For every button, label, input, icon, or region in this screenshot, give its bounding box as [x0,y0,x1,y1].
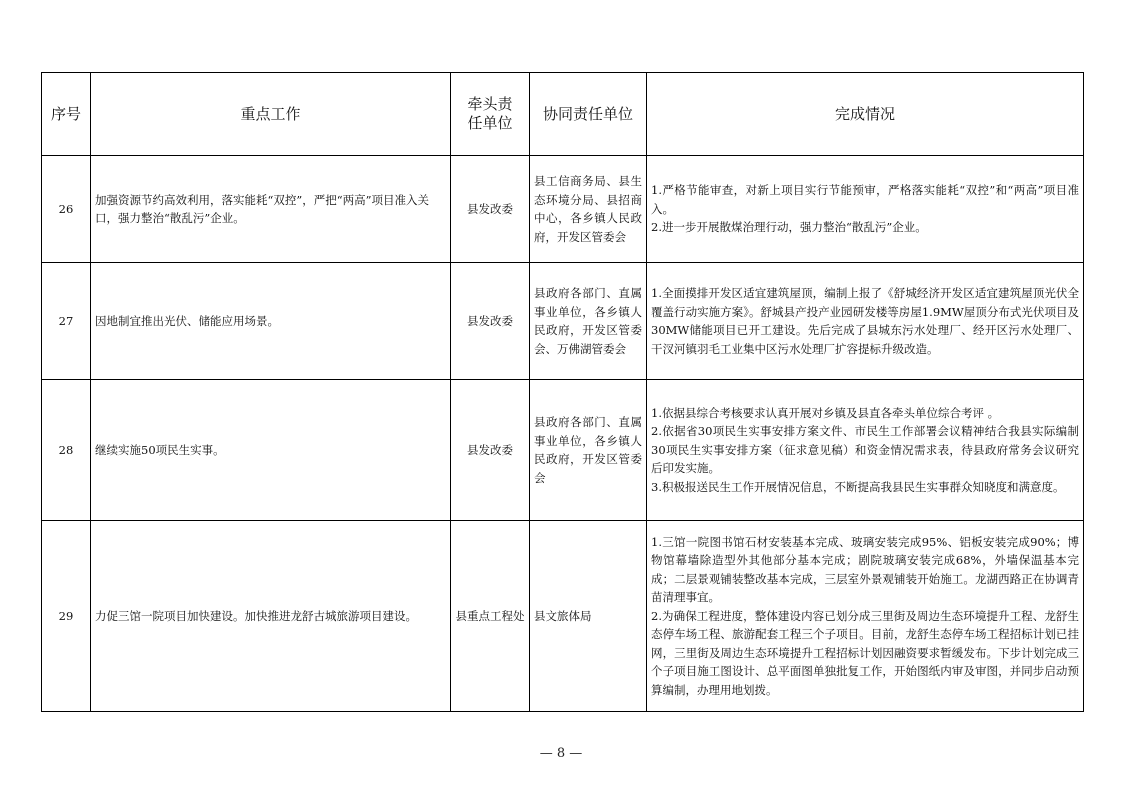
table-row [42,263,1084,380]
work-progress-table [41,72,1084,712]
status-item: 2.进一步开展散煤治理行动，强力整治“散乱污”企业。 [651,220,927,235]
table-row [42,156,1084,263]
status-item: 1.依据县综合考核要求认真开展对乡镇及县直各牵头单位综合考评 。 [651,405,1000,420]
page-number: — 8 — [539,746,583,761]
row-coop: 县政府各部门、直属事业单位，各乡镇人民政府，开发区管委会、万佛湖管委会 [530,263,647,380]
row-work: 继续实施50项民生实事。 [91,380,451,521]
table-row [42,521,1084,712]
table-header-row [42,73,1084,156]
status-item: 1.三馆一院图书馆石材安装基本完成、玻璃安装完成95%、铝板安装完成90%；博物馆幕墙除造型外其他部分基本完成；剧院玻璃安装完成68%，外墙保温基本完成；二层景观铺装整改基本完成，三层室外景观铺装开始施工。龙湖西路正在协调青苗清理事宜。 [651,534,1079,605]
row-no: 26 [42,156,91,263]
row-coop: 县政府各部门、直属事业单位，各乡镇人民政府，开发区管委会 [530,380,647,521]
row-lead: 县发改委 [451,156,530,263]
row-no: 28 [42,380,91,521]
row-coop: 县工信商务局、县生态环境分局、县招商中心，各乡镇人民政府，开发区管委会 [530,156,647,263]
row-lead: 县发改委 [451,263,530,380]
status-item: 1.严格节能审查，对新上项目实行节能预审，严格落实能耗“双控”和“两高”项目准入。 [651,183,1079,216]
row-work: 力促三馆一院项目加快建设。加快推进龙舒古城旅游项目建设。 [91,521,451,712]
status-item: 2.依据省30项民生实事安排方案文件、市民生工作部署会议精神结合我县实际编制30项民生实事安排方案（征求意见稿）和资金情况需求表，待县政府常务会议研究后印发实施。 [651,424,1079,476]
header-no: 序号 [42,73,91,156]
status-item: 1.全面摸排开发区适宜建筑屋顶，编制上报了《舒城经济开发区适宜建筑屋顶光伏全覆盖行动实施方案》。舒城县产投产业园研发楼等房屋1.9MW屋顶分布式光伏项目及30MW储能项目已开工建设。先后完成了县城东污水处理厂、经开区污水处理厂、干汊河镇羽毛工业集中区污水处理厂扩容提标升级改造。 [651,286,1079,356]
table-row [42,380,1084,521]
header-coop: 协同责任单位 [530,73,647,156]
row-status [647,380,1084,521]
status-item: 2.为确保工程进度，整体建设内容已划分成三里街及周边生态环境提升工程、龙舒生态停车场工程、旅游配套工程三个子项目。目前，龙舒生态停车场工程招标计划已挂网，三里街及周边生态环境提升工程招标计划因融资要求暂缓发布。下步计划完成三个子项目施工图设计、总平面图单独批复工作，开始图纸内审及审图，并同步启动预算编制，办理用地划拨。 [651,608,1079,697]
row-coop: 县文旅体局 [530,521,647,712]
header-work: 重点工作 [91,73,451,156]
status-item: 3.积极报送民生工作开展情况信息，不断提高我县民生实事群众知晓度和满意度。 [651,479,1065,494]
row-work: 因地制宜推出光伏、储能应用场景。 [91,263,451,380]
header-status: 完成情况 [647,73,1084,156]
row-no: 27 [42,263,91,380]
header-lead: 牵头责任单位 [451,73,530,156]
row-work: 加强资源节约高效利用，落实能耗“双控”，严把“两高”项目准入关口，强力整治“散乱污”企业。 [91,156,451,263]
row-lead: 县发改委 [451,380,530,521]
row-status [647,156,1084,263]
row-lead: 县重点工程处 [451,521,530,712]
row-status [647,521,1084,712]
row-no: 29 [42,521,91,712]
row-status [647,263,1084,380]
